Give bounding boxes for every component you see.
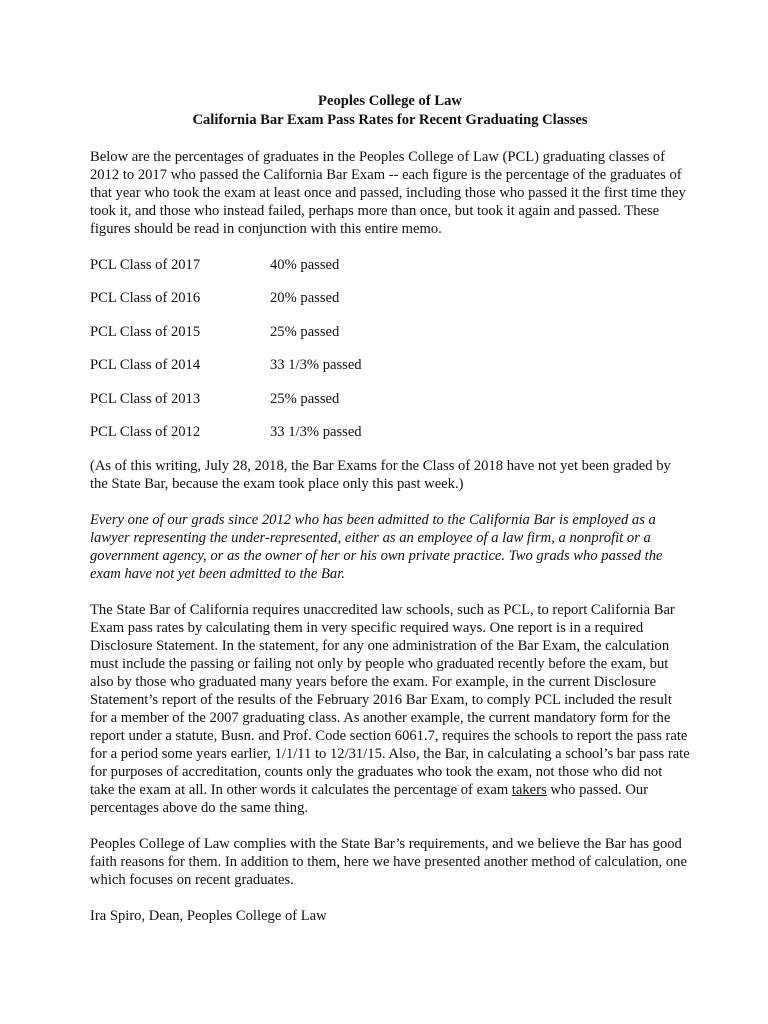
pass-rate-row xyxy=(90,423,690,449)
underlined-takers: takers xyxy=(511,781,547,798)
pass-rate-value: 40% passed xyxy=(270,257,340,273)
pass-rate-row xyxy=(90,323,690,356)
pass-rate-row xyxy=(90,356,690,389)
state-bar-paragraph xyxy=(90,601,690,817)
class-year-label: PCL Class of 2016 xyxy=(90,290,201,307)
pass-rate-value: 25% passed xyxy=(270,390,340,407)
pass-rate-value: 33 1/3% passed xyxy=(270,357,362,374)
memo-body xyxy=(90,92,690,943)
memo-header xyxy=(90,92,690,130)
memo-title-subject: California Bar Exam Pass Rates for Recent Graduating Classes xyxy=(192,112,588,128)
memo-title-college: Peoples College of Law xyxy=(318,93,462,109)
pass-rate-value: 33 1/3% passed xyxy=(270,423,362,440)
compliance-paragraph: Peoples College of Law complies with the State Bar’s requirements, and we believe the Bar has good faith reasons for them. In addition to them, here we have presented another method of calculation, one which focuses on recent graduates. xyxy=(90,835,687,888)
pass-rate-value: 25% passed xyxy=(270,323,340,340)
pass-rate-row xyxy=(90,390,690,423)
employment-paragraph: Every one of our grads since 2012 who has been admitted to the California Bar is employed as a lawyer representing the under-represented, either as an employee of a law firm, a nonprofit or a government agency, or as the owner of her or his own private practice. Two grads who passed the exam have not yet been admitted to the Bar. xyxy=(90,511,663,582)
class-year-label: PCL Class of 2015 xyxy=(90,323,201,340)
pass-rate-row xyxy=(90,289,690,322)
intro-paragraph: Below are the percentages of graduates in the Peoples College of Law (PCL) graduating classes of 2012 to 2017 who passed the California Bar Exam -- each figure is the percentage of the graduates of that year who took the exam at least once and passed, including those who passed it the first time they took it, and those who instead failed, perhaps more than once, but took it again and passed. These figures should be read in conjunction with this entire memo. xyxy=(90,149,686,237)
class-2018-note: (As of this writing, July 28, 2018, the Bar Exams for the Class of 2018 have not yet been graded by the State Bar, because the exam took place only this past week.) xyxy=(90,457,671,492)
class-year-label: PCL Class of 2017 xyxy=(90,257,201,273)
pass-rate-list xyxy=(90,256,690,449)
state-bar-text-part1: The State Bar of California requires unaccredited law schools, such as PCL, to report California Bar Exam pass rates by calculating them in very specific required ways. One report is in a required Disclosure Statement. In the statement, for any one administration of the Bar Exam, the calculation must include the passing or failing not only by people who graduated recently before the exam, but also by those who graduated many years before the exam. For example, in the current Disclosure Statement’s report of the results of the February 2016 Bar Exam, to comply PCL included the result for a member of the 2007 graduating class. As another example, the current mandatory form for the report under a statute, Busn. and Prof. Code section 6061.7, requires the schools to report the pass rate for a period some years earlier, 1/1/11 to 12/31/15. Also, the Bar, in calculating a school’s bar pass rate for purposes of accreditation, counts only the graduates who took the exam, not those who did not take the exam at all. In other words it calculates the percentage of exam xyxy=(90,601,690,798)
class-year-label: PCL Class of 2014 xyxy=(90,357,201,374)
class-year-label: PCL Class of 2013 xyxy=(90,390,201,407)
state-bar-text-part2: who passed. Our percentages above do the same thing. xyxy=(90,781,649,816)
pass-rate-value: 20% passed xyxy=(270,290,340,307)
pass-rate-row xyxy=(90,256,690,289)
class-year-label: PCL Class of 2012 xyxy=(90,423,201,440)
signature-line: Ira Spiro, Dean, Peoples College of Law xyxy=(90,907,327,924)
